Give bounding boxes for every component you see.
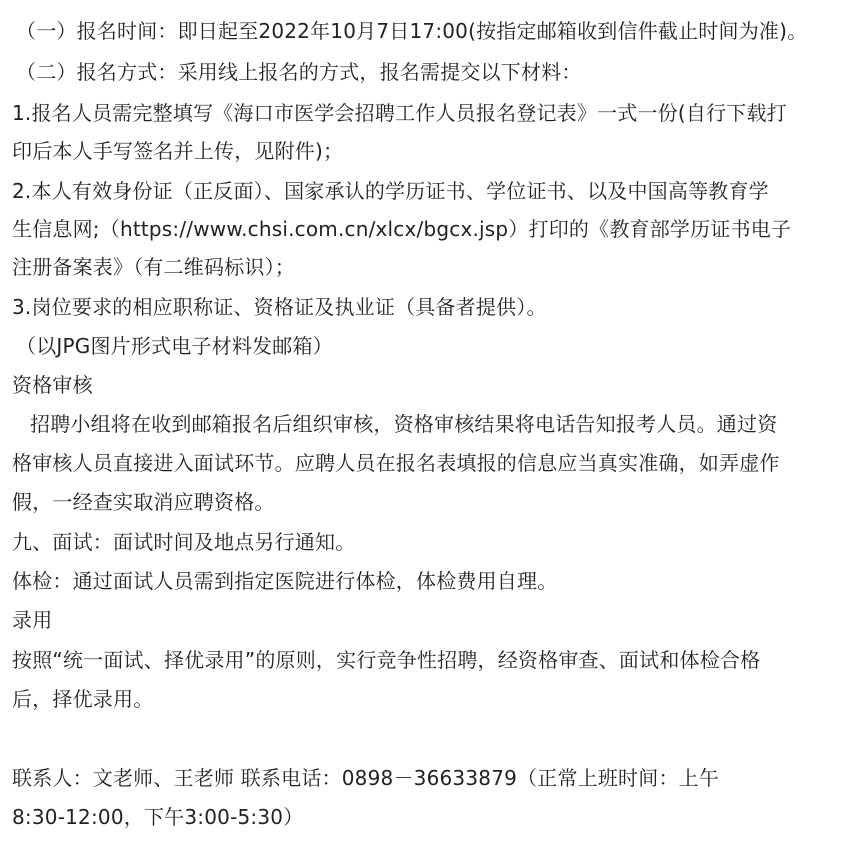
qualification-review-heading: 资格审核 <box>12 373 93 397</box>
review-paragraph-line-a: 招聘小组将在收到邮箱报名后组织审核，资格审核结果将电话告知报考人员。通过资 <box>30 412 778 436</box>
materials-item-2-line-b: 生信息网;（https://www.chsi.com.cn/xlcx/bgcx.jsp）打印的《教育部学历证书电子 <box>12 217 792 241</box>
interview-line: 九、面试：面试时间及地点另行通知。 <box>12 530 356 554</box>
review-paragraph-line-c: 假，一经查实取消应聘资格。 <box>12 490 275 514</box>
materials-item-1-line-a: 1.报名人员需完整填写《海口市医学会招聘工作人员报名登记表》一式一份(自行下载打 <box>12 101 787 125</box>
materials-item-3-line: 3.岗位要求的相应职称证、资格证及执业证（具备者提供）。 <box>12 295 547 319</box>
medical-exam-line: 体检：通过面试人员需到指定医院进行体检，体检费用自理。 <box>12 569 558 593</box>
contact-line-b: 8:30-12:00，下午3:00-5:30） <box>12 805 304 829</box>
registration-time-line: （一）报名时间：即日起至2022年10月7日17:00(按指定邮箱收到信件截止时间为准)。 <box>16 19 808 43</box>
materials-item-2-line-c: 注册备案表》（有二维码标识）； <box>12 255 295 279</box>
hiring-paragraph-line-a: 按照“统一面试、择优录用”的原则，实行竞争性招聘，经资格审查、面试和体检合格 <box>12 648 761 672</box>
jpg-note-line: （以JPG图片形式电子材料发邮箱） <box>16 334 333 358</box>
registration-method-line: （二）报名方式：采用线上报名的方式，报名需提交以下材料： <box>16 60 582 84</box>
materials-item-2-line-a: 2.本人有效身份证（正反面）、国家承认的学历证书、学位证书、以及中国高等教育学 <box>12 179 769 203</box>
hiring-heading: 录用 <box>12 608 53 632</box>
contact-line-a: 联系人：文老师、王老师 联系电话：0898－36633879（正常上班时间：上午 <box>12 766 720 790</box>
materials-item-1-line-b: 印后本人手写签名并上传，见附件)； <box>12 139 344 163</box>
review-paragraph-line-b: 格审核人员直接进入面试环节。应聘人员在报名表填报的信息应当真实准确，如弄虚作 <box>12 451 780 475</box>
hiring-paragraph-line-b: 后，择优录用。 <box>12 687 154 711</box>
